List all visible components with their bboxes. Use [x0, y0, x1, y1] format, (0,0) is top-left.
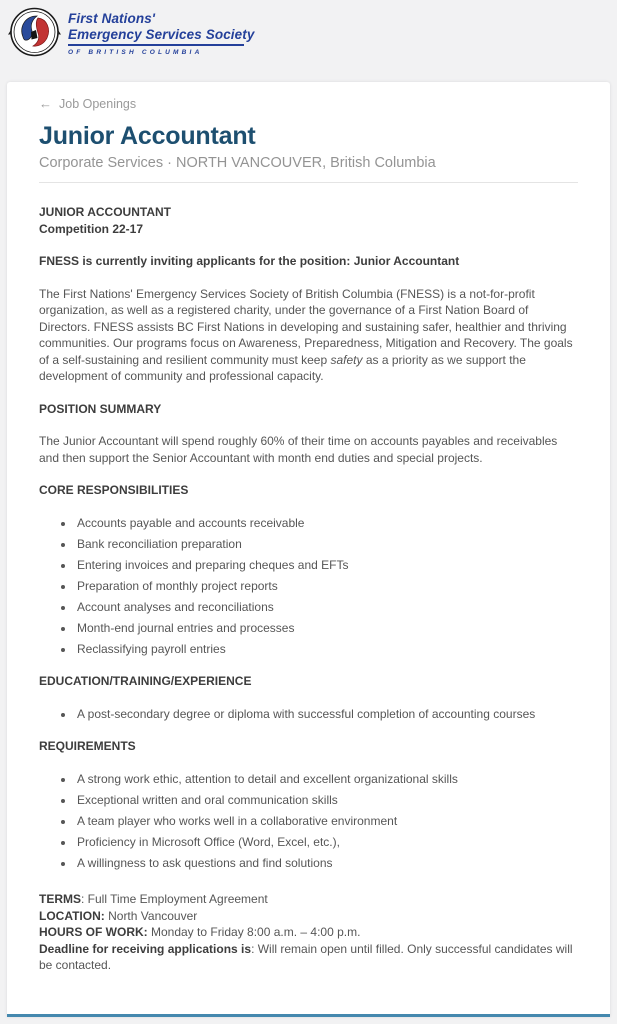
about-text-post: as a priority as we support the development of community and professional capacity.	[39, 352, 526, 383]
section-heading-requirements: REQUIREMENTS	[39, 739, 136, 753]
logo-rule	[68, 44, 244, 46]
back-link-job-openings[interactable]	[39, 97, 136, 111]
terms-line	[39, 941, 578, 974]
section-heading-education: EDUCATION/TRAINING/EXPERIENCE	[39, 674, 252, 688]
term-label: LOCATION:	[39, 908, 105, 923]
fness-logo-emblem-icon	[8, 5, 61, 59]
term-value: : Full Time Employment Agreement	[81, 892, 268, 906]
term-label: HOURS OF WORK:	[39, 925, 148, 939]
terms-block	[39, 891, 578, 974]
back-arrow-icon: ←	[39, 96, 52, 111]
posting-competition: Competition 22-17	[39, 221, 144, 236]
list-item: • Preparation of monthly project reports	[75, 578, 578, 595]
list-item: • Exceptional written and oral communication skills	[75, 792, 578, 809]
education-list	[39, 706, 578, 723]
section-heading-position-summary: POSITION SUMMARY	[39, 401, 162, 416]
position-summary-text: The Junior Accountant will spend roughly 60% of their time on accounts payables and receivables and then support the Senior Accountant with month end duties and special projects.	[39, 434, 558, 465]
back-link-label: Job Openings	[59, 96, 137, 111]
list-item: • Account analyses and reconciliations	[75, 599, 578, 616]
job-meta: Corporate Services · NORTH VANCOUVER, British Columbia	[39, 155, 436, 171]
list-item: • Accounts payable and accounts receivable	[75, 515, 578, 532]
site-header	[0, 0, 617, 82]
terms-line	[39, 891, 578, 908]
posting-title: JUNIOR ACCOUNTANT	[39, 205, 171, 219]
list-item: • A willingness to ask questions and find solutions	[75, 855, 578, 872]
job-posting-content	[7, 82, 610, 1014]
requirements-list	[39, 771, 578, 872]
card-footer-bar	[7, 1014, 610, 1017]
logo-tagline: OF BRITISH COLUMBIA	[68, 49, 203, 56]
logo-name-line1: First Nations'	[68, 11, 156, 26]
about-text-italic: safety	[330, 352, 363, 367]
section-heading-core-responsibilities: CORE RESPONSIBILITIES	[39, 483, 189, 497]
term-value: : Will remain open until filled. Only successful candidates will be contacted.	[39, 941, 573, 972]
list-item: • A team player who works well in a collaborative environment	[75, 813, 578, 830]
about-paragraph	[39, 286, 578, 385]
list-item: • Entering invoices and preparing cheques and EFTs	[75, 557, 578, 574]
terms-line	[39, 924, 578, 941]
logo-name-line2: Emergency Services Society	[68, 26, 255, 42]
list-item: • Month-end journal entries and processes	[75, 620, 578, 637]
fness-logo-link[interactable]	[8, 5, 258, 59]
page-title: Junior Accountant	[39, 122, 256, 150]
term-label: TERMS	[39, 892, 81, 906]
list-item: • A post-secondary degree or diploma with successful completion of accounting courses	[75, 706, 578, 723]
term-value: North Vancouver	[104, 908, 198, 923]
terms-line	[39, 908, 578, 925]
list-item: • Proficiency in Microsoft Office (Word, Excel, etc.),	[75, 834, 578, 851]
term-label: Deadline for receiving applications is	[39, 941, 252, 956]
core-responsibilities-list	[39, 515, 578, 658]
list-item: • Bank reconciliation preparation	[75, 536, 578, 553]
list-item: • Reclassifying payroll entries	[75, 641, 578, 658]
job-posting-card	[7, 82, 610, 1017]
posting-body	[39, 183, 578, 974]
posting-intro: FNESS is currently inviting applicants for the position: Junior Accountant	[39, 254, 460, 268]
list-item: • A strong work ethic, attention to detail and excellent organizational skills	[75, 771, 578, 788]
logo-wordmark	[68, 5, 254, 56]
about-text-pre: The First Nations' Emergency Services Society of British Columbia (FNESS) is a not-for-profit organization, as well as a registered charity, under the governance of a First Nation Board of Directors. FNESS assists BC First Nations in developing and sustaining safer, healthier and thriving communities. Our programs focus on Awareness, Preparedness, Mitigation and Recovery. The goals of a self-sustaining and resilient community must keep	[39, 286, 573, 367]
term-value: Monday to Friday 8:00 a.m. – 4:00 p.m.	[147, 925, 361, 939]
posting-title-block	[39, 204, 578, 237]
